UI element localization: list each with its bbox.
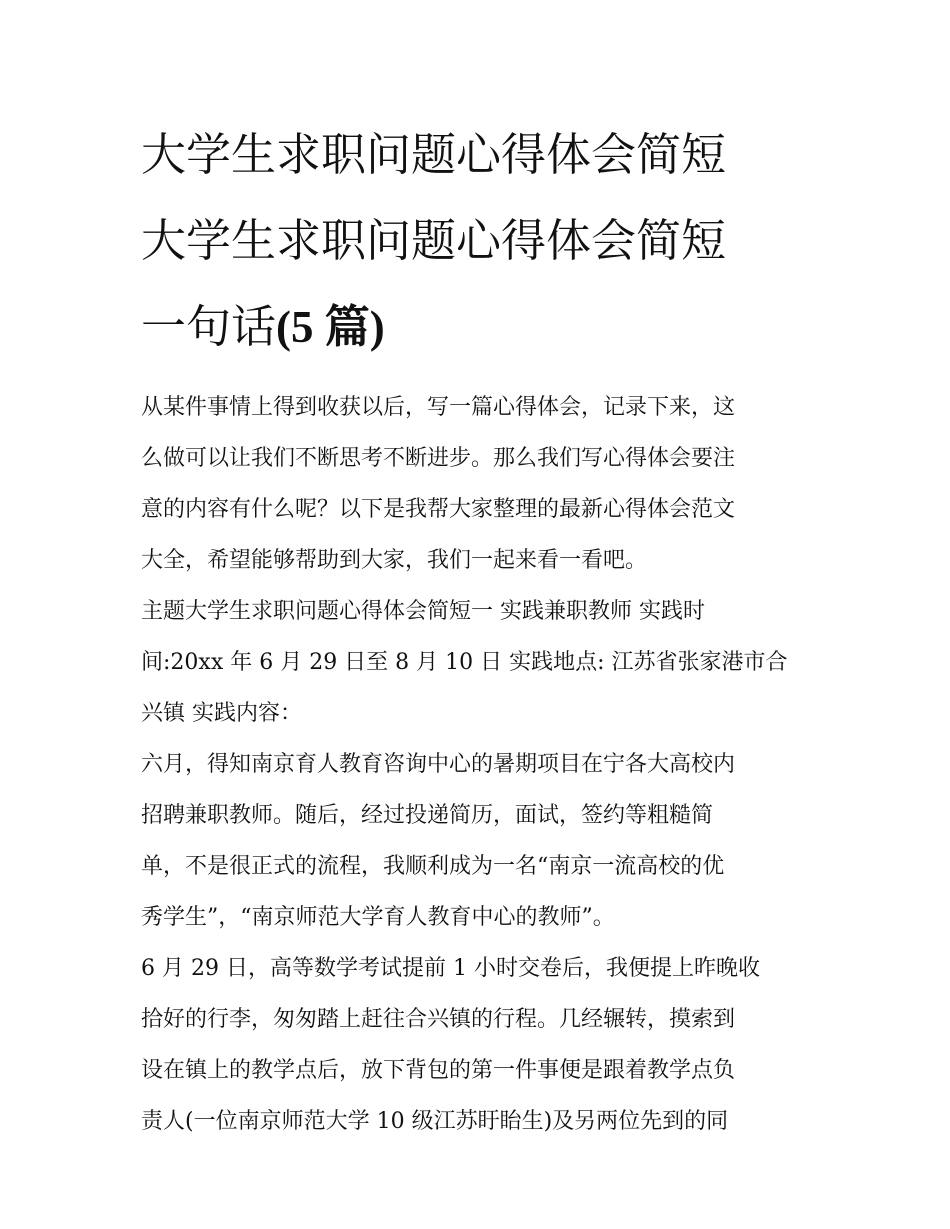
paragraph-line: 单，不是很正式的流程，我顺利成为一名“南京一流高校的优	[141, 854, 725, 879]
title-count: (5 篇)	[276, 302, 385, 352]
paragraph-line: 兴镇 实践内容：	[141, 701, 302, 726]
document-title	[141, 112, 813, 370]
title-line	[141, 284, 813, 370]
paragraph-line: 主题大学生求职问题心得体会简短一 实践兼职教师 实践时	[141, 599, 705, 624]
title-line: 大学生求职问题心得体会简短	[141, 214, 727, 267]
document-body	[141, 112, 813, 1147]
paragraph-line: 六月，得知南京育人教育咨询中心的暑期项目在宁各大高校内	[141, 752, 736, 777]
paragraph-line: 秀学生”，“南京师范大学育人教育中心的教师”。	[141, 905, 615, 930]
title-line-text: 一句话	[141, 300, 277, 353]
paragraph-line: 么做可以让我们不断思考不断进步。那么我们写心得体会要注	[141, 446, 736, 471]
paragraph-line: 从某件事情上得到收获以后，写一篇心得体会，记录下来，这	[141, 395, 736, 420]
paragraph-line: 间:20xx 年 6 月 29 日至 8 月 10 日 实践地点: 江苏省张家港市合	[141, 650, 788, 675]
intro-paragraph	[141, 382, 813, 586]
june-paragraph	[141, 739, 813, 943]
topic-paragraph	[141, 586, 813, 739]
june-29-paragraph	[141, 943, 813, 1147]
paragraph-line: 招聘兼职教师。随后，经过投递简历，面试，签约等粗糙简	[141, 803, 714, 828]
paragraph-line: 设在镇上的教学点后，放下背包的第一件事便是跟着教学点负	[141, 1058, 736, 1083]
paragraph-line: 拾好的行李，匆匆踏上赶往合兴镇的行程。几经辗转，摸索到	[141, 1007, 736, 1032]
paragraph-line: 6 月 29 日，高等数学考试提前 1 小时交卷后，我便提上昨晚收	[141, 956, 760, 981]
title-line: 大学生求职问题心得体会简短	[141, 128, 727, 181]
paragraph-line: 大全，希望能够帮助到大家，我们一起来看一看吧。	[141, 548, 648, 573]
paragraph-line: 意的内容有什么呢？以下是我帮大家整理的最新心得体会范文	[141, 497, 736, 522]
paragraph-line: 责人(一位南京师范大学 10 级江苏盱眙生)及另两位先到的同	[141, 1109, 729, 1134]
